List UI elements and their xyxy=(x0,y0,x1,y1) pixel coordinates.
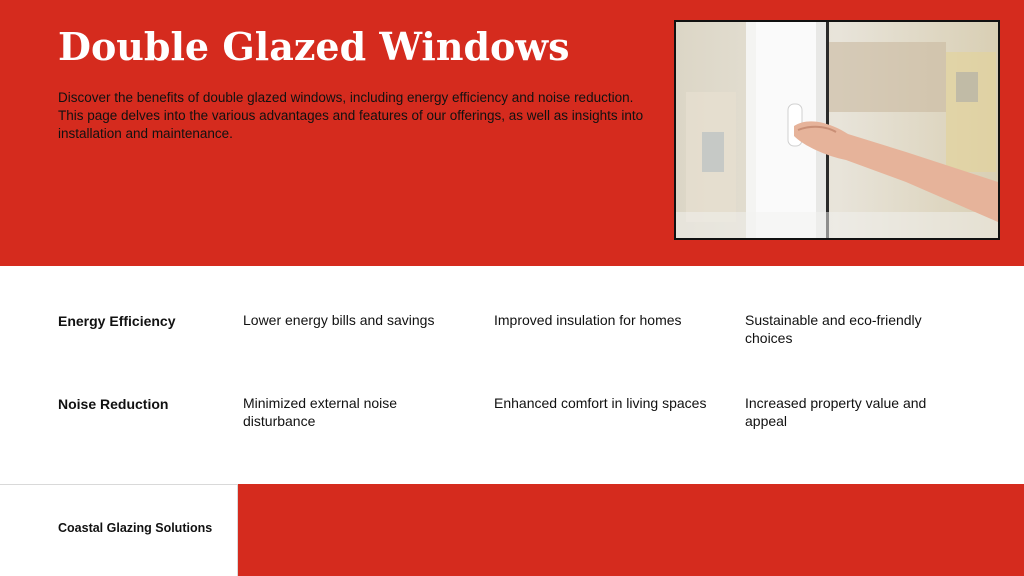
row-label-energy-efficiency: Energy Efficiency xyxy=(58,313,176,329)
benefit-cell: Enhanced comfort in living spaces xyxy=(494,395,707,411)
page-title: Double Glazed Windows xyxy=(58,24,570,69)
benefit-cell: Lower energy bills and savings xyxy=(243,312,435,328)
benefit-cell: Increased property value and appeal xyxy=(745,395,927,429)
benefit-cell: Sustainable and eco-friendly choices xyxy=(745,312,922,346)
footer-accent-bar xyxy=(238,484,1024,576)
row-label-noise-reduction: Noise Reduction xyxy=(58,396,169,412)
page-description: Discover the benefits of double glazed windows, including energy efficiency and noise reduction. This page delves into the various advantages and features of our offerings, as well as insights into installation and maintenance. xyxy=(58,90,644,141)
company-name: Coastal Glazing Solutions xyxy=(58,521,213,535)
benefit-cell: Improved insulation for homes xyxy=(494,312,682,328)
benefit-cell: Minimized external noise disturbance xyxy=(243,395,398,429)
window-photo xyxy=(674,20,1000,240)
